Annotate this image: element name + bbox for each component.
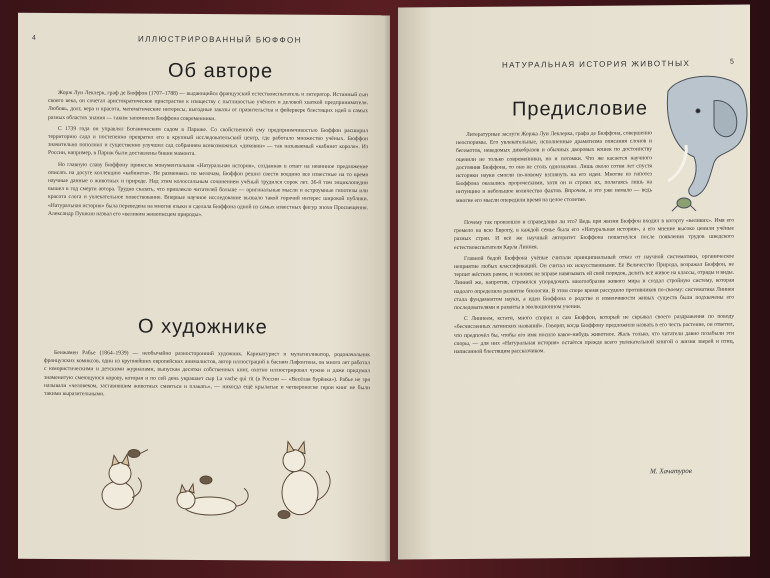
left-page-number: 4	[32, 34, 36, 42]
about-author-text	[48, 89, 368, 223]
about-author-paragraph: Жорж Луи Леклерк, граф де Бюффон (1707–1788) — выдающийся французский естествоиспытатель и литератор. Истинный сын своего века, он сочетал аристократическое пристрастие к изяществу с пытливостью учёного и деловой хваткой предпринимателя. Любовь, долг, вера и красота, математические интересы, выгодные заказы от правительства и фейерверк блестящих идей в самых разных областях знания — таким запомнили Бюффона современники.	[48, 89, 368, 122]
preface-body-text	[454, 217, 734, 360]
about-author-paragraph: С 1739 года он управлял Ботаническим садом в Париже. Со свойственной ему предприимчивостью Бюффон расширил территорию сада и постепенно превратил его в крупный исследовательский центр, где работало множество учёных. Бюффон значительно пополнил и существенно улучшил сад собранием всевозможных «диковин» — так называемый «кабинет короля». Из России, например, в Париж были доставлены бивни мамонта.	[48, 125, 368, 158]
preface-title: Предисловие	[512, 97, 648, 121]
preface-paragraph: Почему так произошло и справедливо ли это? Ведь при жизни Бюффон входил в когорту «великих». Имя его гремело на всю Европу, в каждой семье была его «Натуральная история», а его мнение высоко ценили учёные разных стран. И всё же научный авторитет Бюффона пошатнулся после появления трудов шведского естествоиспытателя Карла Линнея.	[454, 217, 734, 251]
cats-illustration	[88, 433, 348, 525]
preface-paragraph: С Линнеем, кстати, много спорил и сам Бюффон, который не скрывал своего раздражения по поводу «бесчисленных латинских названий». Говорят, когда Бюффону предложили назвать в его честь растение, он ответил, что предпочёл бы, чтобы его имя носило какое-нибудь животное. Жаль только, что читатели давно позабыли эти споры, — для них «Натуральная история» остаётся прежде всего увлекательной книгой о жизни зверей и птиц, написанной блестящим рассказчиком.	[454, 313, 734, 356]
preface-paragraph: Литературные заслуги Жоржа Луи Леклерка, графа де Бюффона, совершенно неоспоримы. Его увлекательные, исполненные драматизма описания слонов и бегемотов, неведомых дикобразов и обычных дворовых кошек по достоинству оценили не только современники, но и потомки. Что же касается научного достояния Бюффона, то оно не столь однозначно. Лишь около сотни лет спустя историки науки смогли по-новому взглянуть на его идеи. Многие из гипотез Бюффона оказались пророческими, хотя он и строил их, полагаясь лишь на интуицию и небольшое количество фактов. Впрочем, и это уже немало — ведь многие его мысли опередили время на целое столетие.	[456, 130, 652, 204]
right-running-head: НАТУРАЛЬНАЯ ИСТОРИЯ ЖИВОТНЫХ	[502, 58, 691, 70]
preface-intro-text	[456, 129, 652, 208]
right-page-number: 5	[730, 58, 734, 66]
left-page	[18, 13, 390, 562]
left-running-head: ИЛЛЮСТРИРОВАННЫЙ БЮФФОН	[138, 34, 302, 45]
preface-paragraph: Главной бедой Бюффона учёные считали принципиальный отказ от научной систематики, органическое неприятие любых классификаций. Он считал их искусственными. Её Величество Природа, возражал Бюффон, не терпит жёстких рамок, и человек не вправе навязывать ей свой порядок, делить всё живое на классы, отряды и виды. Линней же, напротив, стремился упорядочить многообразие живого мира и создал стройную систему, которая надолго определила развитие биологии. В этом споре время рассудило противников по-своему: систематика Линнея стала фундаментом науки, а идеи Бюффона о родстве и изменчивости живых существ были подхвачены его последователями и развиты в эволюционном учении.	[454, 253, 734, 312]
elephant-illustration	[658, 70, 750, 221]
about-author-title: Об авторе	[168, 59, 274, 83]
preface-signature: М. Хачатуров	[650, 466, 692, 476]
about-artist-paragraph: Бенжамен Рабье (1864–1939) — необычайно разносторонний художник. Карикатурист и мультипликатор, родоначальник французских комиксов, один из крупнейших европейских анималистов, автор иллюстраций к басням Лафонтена, он много лет работал с юмористическими и детскими журналами, выпуская десятки собственных книг, охотно иллюстрировал чужие и даже придумал знаменитую смеющуюся корову, которая и по сей день украшает сыр La vache qui rit (в России — «Весёлая бурёнка»). Рабье не зря называли «человеком, заставившим животных смеяться и плакать», — никогда ещё крылатые и четвероногие герои книг не были такими выразительными.	[44, 349, 370, 398]
about-artist-title: О художнике	[138, 315, 268, 339]
right-page	[398, 4, 750, 559]
about-author-paragraph: Но главную славу Бюффону принесла монументальная «Натуральная история», созданная в ответ на невинное предложение описать на досуге коллекцию «кабинета». Не разменяясь по мелочам, Бюффон решил свести воедино все известные на то время научные данные о животных и природе. Над этим колоссальным сочинением учёный трудился сорок лет. 36-й том энциклопедии вышел в год смерти автора. Трудно сказать, что привлекло читателей больше — оригинальные мысли и остроумные гипотезы или красота слога и увлекательное повествование. Впервые научное исследование вызвало такой горячий интерес широкой публики. «Натуральная история» была переведена на многие языки и сделала Бюффона одной из самых известных фигур эпохи Просвещения. Александр Пушкин назвал его «великим живописцем природы».	[48, 161, 368, 218]
about-artist-text	[44, 349, 370, 403]
